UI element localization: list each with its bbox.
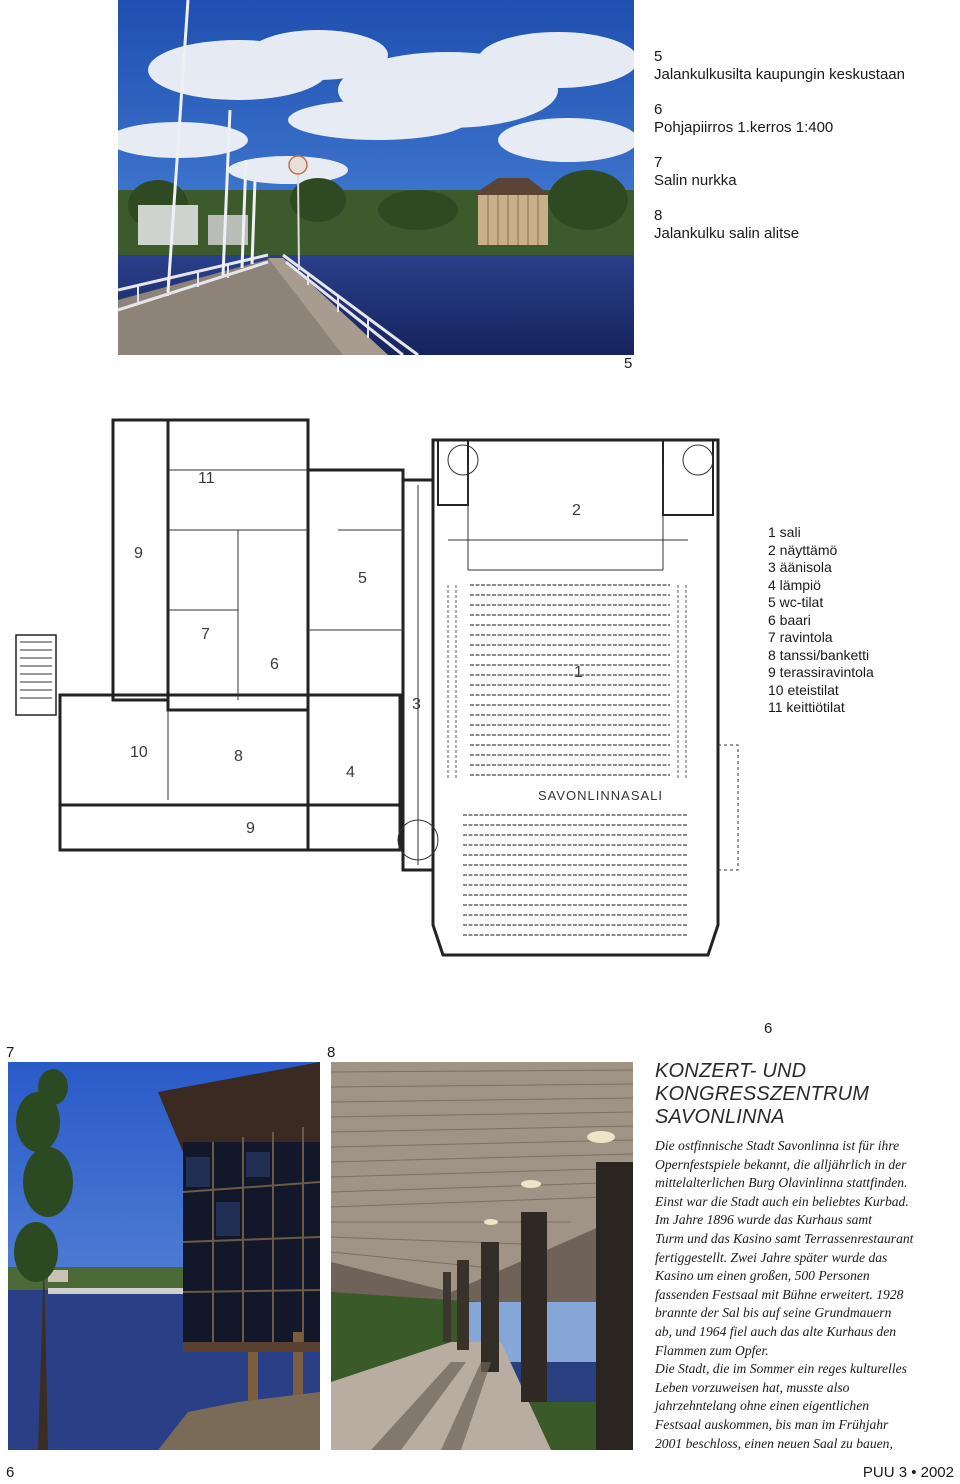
plan-number-11: 11 [198,470,215,487]
plan-number-3: 3 [412,696,421,713]
plan-number-6: 6 [270,656,279,673]
body-line: Leben vorzuweisen hat, musste also [655,1379,850,1395]
body-line: Die Stadt, die im Sommer ein reges kulturelles [655,1361,907,1377]
body-line: Turm und das Kasino samt Terrassenrestaurant [655,1230,914,1246]
body-line: mittelalterlichen Burg Olavinlinna stattfinden. [655,1175,908,1191]
photo-hall-corner [8,1062,320,1450]
legend-item: 10 eteistilat [768,681,839,698]
page-number: 6 [6,1464,15,1481]
caption-list [654,48,954,243]
caption-5 [654,48,954,84]
legend-item: 7 ravintola [768,629,833,645]
plan-hall-label: SAVONLINNASALI [538,788,664,803]
body-line: Im Jahre 1896 wurde das Kurhaus samt [655,1212,873,1228]
legend-item: 2 näyttämö [768,541,838,558]
plan-number-9-terrace: 9 [246,820,255,837]
caption-7 [654,154,954,190]
photo-walkway-under-hall [331,1062,633,1450]
caption-text: Jalankulkusilta kaupungin keskustaan [654,66,905,83]
legend-item: 11 keittiötilat [768,699,845,715]
plan-number-4: 4 [346,764,355,781]
caption-8 [654,207,954,243]
plan-number-10: 10 [130,744,148,761]
plan-number-1: 1 [574,664,583,681]
title-line: KONZERT- UND [655,1060,807,1082]
journal-footer: PUU 3 • 2002 [862,1464,954,1481]
figure-label-7: 7 [6,1044,15,1061]
title-line: SAVONLINNA [655,1106,785,1128]
plan-number-9: 9 [134,545,143,562]
title-line: KONGRESSZENTRUM [655,1083,870,1105]
caption-number: 5 [654,48,663,65]
plan-number-8: 8 [234,748,243,765]
body-line: 2001 beschloss, einen neuen Saal zu bauen, [655,1435,893,1451]
article-body [655,1137,958,1453]
caption-text: Jalankulku salin alitse [654,225,800,242]
body-line: ab, und 1964 fiel auch das alte Kurhaus den [655,1323,897,1339]
legend-item: 9 terassiravintola [768,664,874,680]
body-line: brannte der Sal bis auf seine Grundmauern [655,1305,892,1321]
body-line: Flammen zum Opfer. [655,1342,769,1358]
plan-number-5: 5 [358,570,367,587]
caption-number: 7 [654,154,663,171]
caption-text: Pohjapiirros 1.kerros 1:400 [654,119,834,136]
caption-text: Salin nurkka [654,172,737,189]
figure-label-5: 5 [624,355,633,372]
legend-item: 8 tanssi/banketti [768,646,870,663]
plan-legend [768,524,958,717]
floor-plan [8,410,758,970]
body-line: Kasino um einen großen, 500 Personen [655,1268,870,1284]
body-line: fassenden Festsaal mit Bühne erweitert. 1928 [655,1286,904,1302]
body-line: fertiggestellt. Zwei Jahre später wurde das [655,1249,888,1265]
body-line: Einst war die Stadt auch ein beliebtes Kurbad. [655,1193,909,1209]
plan-number-2: 2 [572,502,581,519]
figure-label-8: 8 [327,1044,336,1061]
legend-item: 1 sali [768,524,801,540]
floor-plan-drawing [8,410,758,970]
legend-item: 6 baari [768,611,811,628]
article-title [655,1060,955,1129]
figure-label-6: 6 [764,1020,773,1037]
legend-item: 3 äänisola [768,559,832,575]
body-line: Festsaal auskommen, bis man im Frühjahr [655,1416,889,1432]
legend-item: 5 wc-tilat [768,594,824,610]
caption-6 [654,101,954,137]
body-line: Opernfestspiele bekannt, die alljährlich in der [655,1156,907,1172]
caption-number: 8 [654,207,663,224]
body-line: jahrzehntelang ohne einen eigentlichen [655,1398,870,1414]
caption-number: 6 [654,101,663,118]
photo-footbridge [118,0,634,355]
body-line: Die ostfinnische Stadt Savonlinna ist für ihre [655,1138,900,1153]
legend-item: 4 lämpiö [768,576,821,593]
plan-number-7: 7 [201,626,210,643]
